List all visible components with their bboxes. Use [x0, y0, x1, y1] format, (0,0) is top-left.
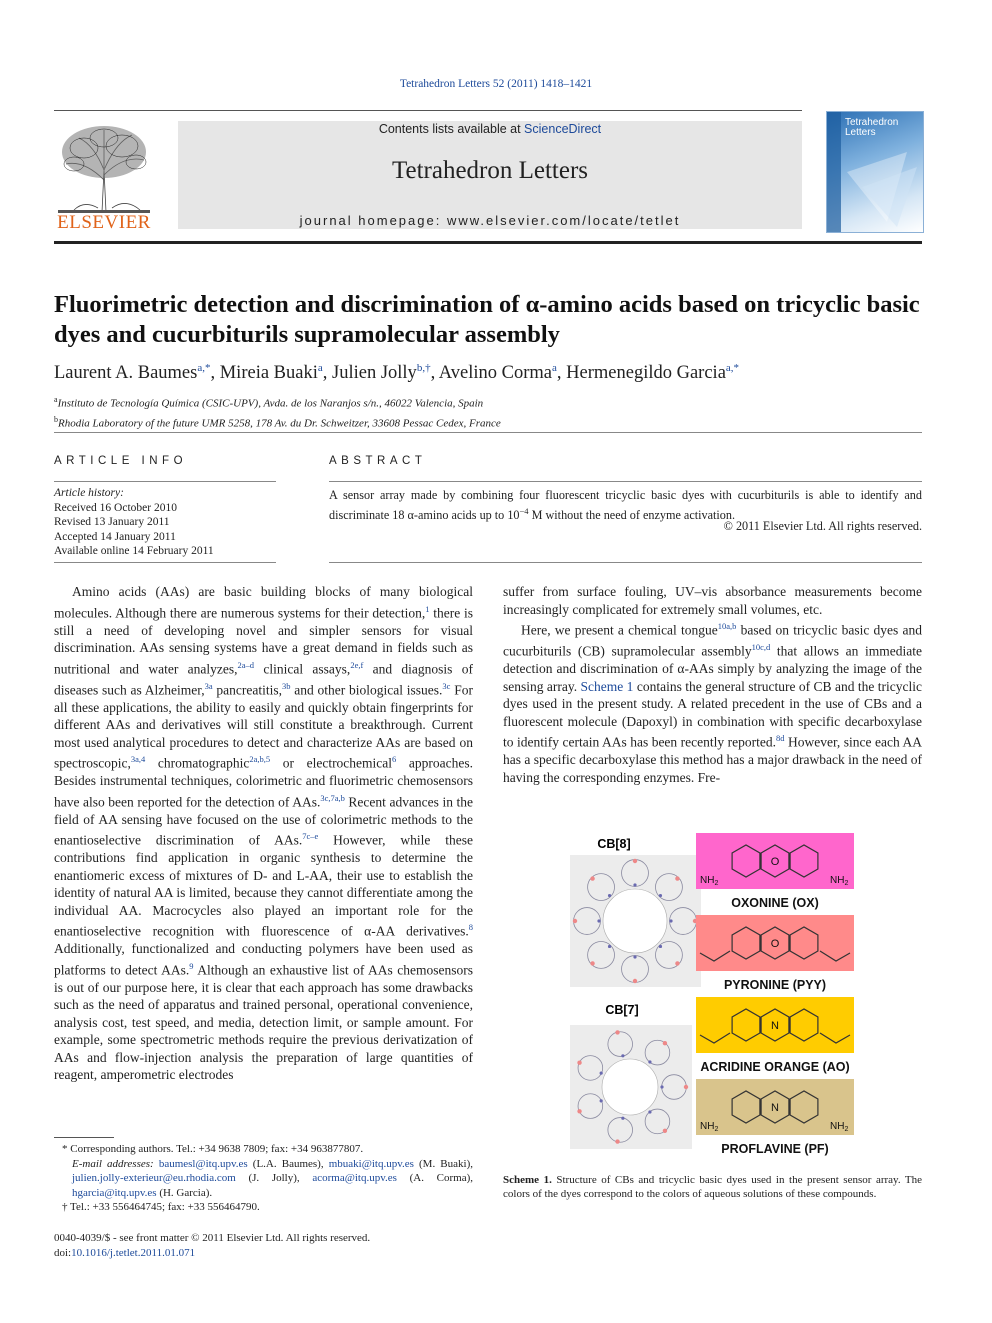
author-list [54, 362, 934, 384]
contents-line [178, 121, 802, 136]
article-history [54, 486, 284, 559]
body-text: and other biological issues. [290, 682, 443, 697]
dye-heteroatom: N [771, 1102, 779, 1114]
history-revised: Revised 13 January 2011 [54, 516, 170, 529]
author-sep: , [556, 363, 567, 384]
journal-cover [826, 111, 924, 233]
affiliations [54, 392, 934, 431]
body-text: For all these applications, the ability to easily and quickly obtain fingerprints for different AAs and derivatives will still constitute a breakthrough. Current most used analytical procedures to detect and characterize AAs are based on spectroscopic, [54, 682, 473, 771]
email-link[interactable]: acorma@itq.upv.es [312, 1172, 397, 1184]
section-rule [54, 432, 922, 433]
citation-ref[interactable]: 2a,b,5 [249, 754, 271, 764]
article-info-rule [54, 481, 276, 482]
abstract-heading: ABSTRACT [329, 455, 427, 467]
body-text: based on tricyclic basic dyes and cucurbiturils (CB) supramolecular assembly [503, 622, 922, 659]
dye-amine-left: $NH_2$ [700, 1121, 719, 1133]
author-affil-mark[interactable]: a [552, 362, 557, 374]
cb-carbonyl-oxygen [633, 859, 637, 863]
email-addresses: E-mail addresses: baumesl@itq.upv.es (L.A. Baumes), mbuaki@itq.upv.es (M. Buaki), julien.jolly-exterieur@eu.rhodia.com (J. Jolly), acorma@itq.upv.es (A. Corma), hgarcia@itq.upv.es (H. Garcia). [72, 1157, 473, 1199]
footnotes [54, 1142, 473, 1215]
author-affil-mark[interactable]: a [317, 362, 323, 374]
cb-nitrogen [600, 1099, 603, 1102]
cb7-structure [570, 1025, 692, 1149]
author[interactable]: Avelino Corma [438, 363, 553, 384]
citation-ref[interactable]: 9 [189, 960, 194, 971]
author-sep: , [322, 363, 333, 384]
dye-amine-right: $NH_2$ [830, 875, 849, 887]
abstract-rule [329, 481, 922, 482]
cb-cavity [603, 889, 667, 953]
body-paragraph [54, 583, 473, 1084]
cb-carbonyl-oxygen [590, 961, 594, 965]
citation-ref[interactable]: 3c,7a,b [320, 792, 345, 803]
body-text: Additionally, functionalized and conducting polymers have been used as platforms to detect AAs. [54, 941, 473, 977]
cb-nitrogen [608, 945, 611, 948]
dagger-note: † Tel.: +33 556464745; fax: +33 556464790. [62, 1201, 260, 1213]
journal-reference[interactable]: Tetrahedron Letters 52 (2011) 1418–1421 [399, 78, 593, 90]
dye-panels [696, 833, 854, 1156]
dye-heteroatom: N [771, 1020, 779, 1032]
body-text: chromatographic [145, 755, 250, 771]
citation-ref[interactable]: 1 [425, 603, 430, 614]
page-bottom-info [54, 1231, 473, 1260]
body-text: Here, we present a chemical tongue [521, 622, 718, 638]
cover-title: Tetrahedron Letters [845, 117, 899, 138]
issn-line: 0040-4039/$ - see front matter © 2011 Elsevier Ltd. All rights reserved. [54, 1232, 371, 1244]
footnote-rule [54, 1137, 114, 1138]
body-text: Although an exhaustive list of AAs chemosensors is out of our purpose here, it is clear that each approach has some drawbacks such as the need of apparatus and trained personal, operational convenience, analysis cost, test speed, and media, detection limit, or sample amount. For example, some spectrometric methods require the previous derivatization of AAs and flow-injection analysis the preparation of large quantities of reagent, amperometric electrodes [54, 962, 473, 1082]
body-text: contains the general structure of CB and the tricyclic dyes used in the present study. A related precedent in the use of CBs and a fluorescent molecule (Dapoxyl) in combination with specific decarboxylase to identify certain AAs has been recently reported. [503, 678, 922, 750]
citation-ref[interactable]: 3a,4 [130, 754, 146, 764]
cb-nitrogen [600, 1072, 603, 1075]
body-text: Amino acids (AAs) are basic building blocks of many biological molecules. Although there are numerous systems for their detection, [54, 584, 473, 620]
citation-ref[interactable]: 3c [442, 680, 451, 691]
scheme-1-figure [570, 833, 860, 1166]
article-title: Fluorimetric detection and discrimination of α-amino acids based on tricyclic basic dyes and cucurbiturils supramolecular assembly [54, 291, 920, 348]
dye-amine-right: $NH_2$ [830, 1121, 849, 1133]
citation-ref[interactable]: 3b [282, 680, 291, 691]
author-sep: , [430, 363, 439, 384]
cb-nitrogen [633, 883, 636, 886]
contents-prefix: Contents lists available at [378, 122, 525, 136]
body-text: clinical assays, [254, 661, 351, 676]
body-text: that allows an immediate detection and discrimination of α-AAs simply by analyzing the image of the sensing array. [503, 643, 922, 694]
author[interactable]: Hermenegildo Garcia [566, 363, 726, 384]
author-affil-mark[interactable]: a,* [725, 362, 740, 374]
body-text: and diagnosis of diseases such as Alzheimer, [54, 661, 473, 697]
dye-panel [696, 833, 854, 910]
article-info-bottom-rule [54, 562, 276, 563]
sciencedirect-link[interactable]: ScienceDirect [524, 122, 602, 136]
citation-ref[interactable]: 2a–d [237, 659, 255, 670]
scheme-caption: Scheme 1. Structure of CBs and tricyclic basic dyes used in the present sensor array. The colors of the dyes correspond to the colors of aqueous solutions of these compounds. [503, 1174, 923, 1200]
author-affil-mark[interactable]: b,† [416, 362, 431, 374]
journal-homepage[interactable]: journal homepage: www.elsevier.com/locate/tetlet [299, 213, 681, 228]
cb-carbonyl-oxygen [577, 1061, 581, 1065]
corresponding-author-note: * Corresponding authors. Tel.: +34 9638 7809; fax: +34 963877807. [62, 1143, 364, 1155]
author[interactable]: Mireia Buaki [219, 363, 318, 384]
citation-ref[interactable]: 8 [468, 922, 473, 932]
citation-ref[interactable]: 3a [204, 680, 213, 691]
dye-panel [696, 915, 854, 992]
cb-nitrogen [633, 955, 636, 958]
cb-carbonyl-oxygen [590, 876, 594, 880]
author[interactable]: Laurent A. Baumes [54, 363, 198, 384]
body-text: However, since each AA has a specific decarboxylase this method has a major drawback in the need of having the corresponding enzymes. Fre- [503, 734, 922, 785]
cb-cavity [602, 1059, 658, 1115]
abstract-text: A sensor array made by combining four fluorescent tricyclic basic dyes with cucurbiturils is able to identify and discriminate 18 α-amino acids up to $10^{-4}$ M without the need of enzyme activation. [329, 488, 922, 523]
email-link[interactable]: julien.jolly-exterieur@eu.rhodia.com [72, 1172, 236, 1184]
body-text: or electrochemical [270, 755, 393, 771]
cb-nitrogen [648, 1110, 651, 1113]
doi-line: doi:10.1016/j.tetlet.2011.01.071 [54, 1246, 196, 1259]
journal-header-box [178, 121, 802, 229]
author-affil-mark[interactable]: a,* [197, 362, 211, 374]
body-paragraph: suffer from surface fouling, UV–vis absorbance measurements become increasingly complicated for extremely small volumes, etc. [503, 584, 922, 617]
cb-nitrogen [648, 1060, 651, 1063]
scheme-ref-link[interactable]: Scheme 1 [580, 678, 634, 694]
doi-link[interactable]: 10.1016/j.tetlet.2011.01.071 [71, 1246, 196, 1259]
cb-nitrogen [597, 919, 600, 922]
dye-name-label: ACRIDINE ORANGE (AO) [700, 1060, 850, 1074]
citation-ref[interactable]: 6 [392, 754, 397, 764]
cb-carbonyl-oxygen [577, 1109, 581, 1113]
article-info-heading: ARTICLE INFO [54, 455, 188, 467]
elsevier-logo [54, 120, 154, 234]
cb8-structure [570, 855, 701, 987]
cb-carbonyl-oxygen [573, 919, 577, 923]
body-text: However, while these contributions find application in organic synthesis to determine the enantiomeric excess of mixtures of D- and L-AA, their use to establish the identity of natural AA is limited, because they cannot differentiate among the individual AA. Macrocycles also played an important role for the enantioselective recognition with fluorescence of α-AA derivatives. [54, 832, 474, 939]
history-label: Article history: [54, 487, 124, 499]
citation-ref[interactable]: 2e,f [350, 659, 364, 670]
cb-carbonyl-oxygen [615, 1030, 619, 1034]
body-column-right [503, 583, 922, 786]
body-paragraph [503, 618, 922, 786]
abstract-bottom-rule [329, 562, 922, 563]
citation-ref[interactable]: 10c,d [751, 642, 771, 652]
scheme-drawing [570, 833, 860, 1166]
author[interactable]: Julien Jolly [332, 363, 417, 384]
cb7-label: CB[7] [605, 1003, 639, 1017]
cb-nitrogen [621, 1054, 624, 1057]
cb-nitrogen [608, 894, 611, 897]
header-rule [54, 110, 802, 111]
caption-label: Scheme 1. [503, 1174, 552, 1186]
elsevier-tree-icon [54, 120, 154, 214]
cb8-label: CB[8] [597, 837, 631, 851]
author-sep: , [210, 363, 220, 384]
cb-nitrogen [660, 1085, 663, 1088]
dye-name-label: PROFLAVINE (PF) [721, 1142, 829, 1156]
dye-heteroatom: O [770, 938, 780, 950]
affiliation-a: $^a$Instituto de Tecnología Química (CSIC-UPV), Avda. de los Naranjos s/n., 46022 Valencia, Spain [54, 395, 484, 410]
cb-nitrogen [659, 945, 662, 948]
body-text: there is still a need of developing novel and simpler sensors for visual discrimination. AAs sensing systems have a great demand in fields such as nutritional and water analyzes, [54, 605, 473, 676]
dye-name-label: PYRONINE (PYY) [723, 978, 827, 992]
dye-panel [696, 1079, 854, 1156]
body-text: pancreatitis, [212, 682, 282, 697]
email-link[interactable]: hgarcia@itq.upv.es [72, 1186, 157, 1199]
cb-carbonyl-oxygen [633, 979, 637, 983]
email-link[interactable]: baumesl@itq.upv.es [158, 1157, 248, 1170]
dye-name-label: OXONINE (OX) [731, 896, 819, 910]
cb-nitrogen [621, 1117, 624, 1120]
cb-carbonyl-oxygen [675, 876, 679, 880]
cb-carbonyl-oxygen [663, 1129, 667, 1133]
citation-ref[interactable]: 8d [775, 733, 785, 743]
body-text: Recent advances in the field of AA sensing have focused on the use of colorimetric methods to the enantioselective discrimination of AAs. [54, 794, 473, 848]
history-accepted: Accepted 14 January 2011 [54, 530, 176, 543]
cb-carbonyl-oxygen [663, 1041, 667, 1045]
body-text: approaches. Besides instrumental techniques, colorimetric and fluorimetric chemosensors have also been reported for the detection of AAs. [54, 755, 473, 809]
email-link[interactable]: mbuaki@itq.upv.es [328, 1157, 414, 1170]
dye-panel [696, 997, 854, 1074]
affiliation-b: $^b$Rhodia Laboratory of the future UMR 5258, 178 Av. du Dr. Schweitzer, 33608 Pessac Cedex, France [54, 414, 501, 430]
citation-ref[interactable]: 7c–e [302, 831, 319, 841]
cb-nitrogen [659, 894, 662, 897]
cb-carbonyl-oxygen [684, 1085, 688, 1089]
journal-title: Tetrahedron Letters [391, 157, 589, 184]
dye-amine-left: $NH_2$ [700, 875, 719, 887]
dye-heteroatom: O [770, 856, 780, 868]
history-received: Received 16 October 2010 [54, 501, 177, 514]
cb-carbonyl-oxygen [675, 961, 679, 965]
abstract-copyright: © 2011 Elsevier Ltd. All rights reserved. [723, 519, 922, 533]
cover-graphic-icon [827, 112, 923, 232]
history-online: Available online 14 February 2011 [54, 545, 214, 558]
header-thick-rule [54, 241, 922, 244]
citation-ref[interactable]: 10a,b [717, 621, 737, 631]
cb-nitrogen [669, 919, 672, 922]
cb-carbonyl-oxygen [615, 1139, 619, 1143]
publisher-name: ELSEVIER [57, 212, 151, 233]
body-column-left [54, 583, 473, 1084]
